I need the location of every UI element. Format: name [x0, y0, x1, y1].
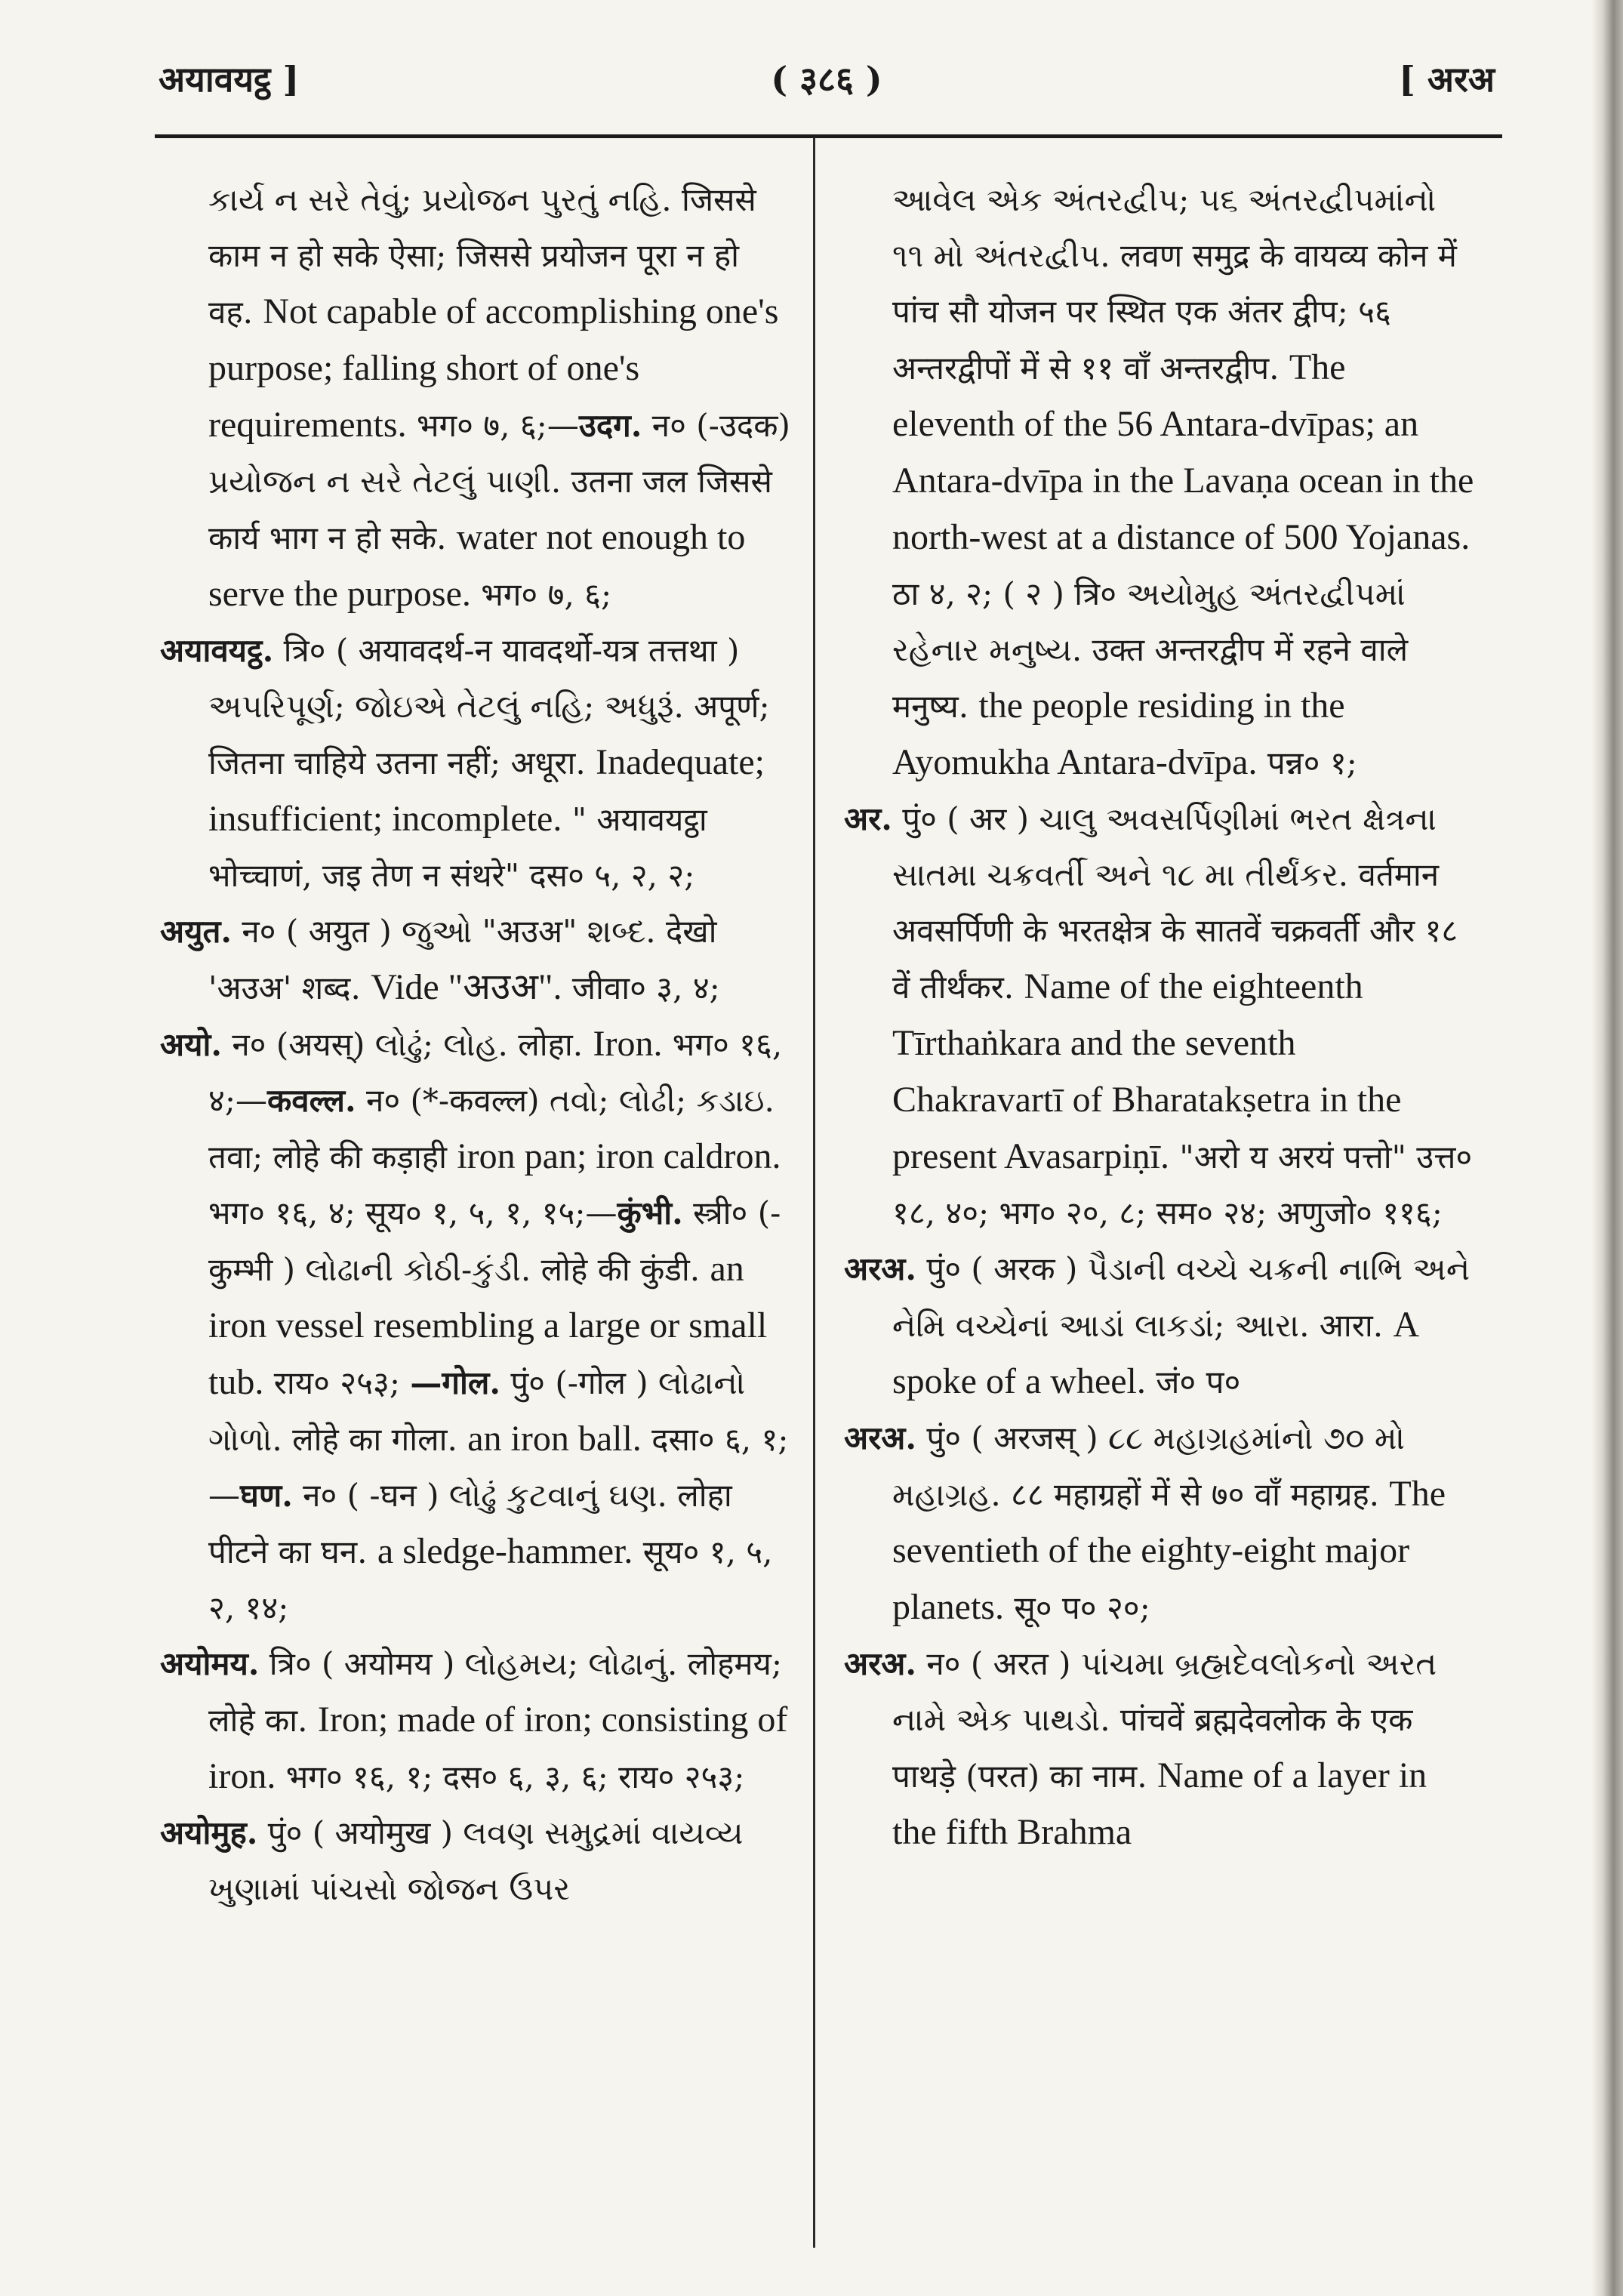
entry-headword: अयावयट्ठ.	[160, 632, 274, 669]
page-header	[159, 42, 1495, 117]
left-column	[160, 172, 790, 1917]
dictionary-entry: अयावयट्ठ. त्रि० ( अयावदर्थ-न यावदर्थो-यत्र तत्तथा ) અપરિપૂર્ણ; જોઇએ તેટલું નહિ; અધુરૂં. अपूर्ण; जितना चाहिये उतना नहीं; अधूरा. Inadequate; insufficient; incomplete. " अयावयट्ठा भोच्चाणं, जइ तेण न संथरे" दस० ५, २, २;	[160, 632, 770, 894]
entry-headword: अयुत.	[160, 913, 233, 950]
dictionary-entry: अरअ. पुं० ( अरजस् ) ૮૮ મહાગ્રહમાંનો ૭૦ મો મહાગ્રહ. ८८ महाग्रहों में से ७० वाँ महाग्रह. The seventieth of the eighty-eight major planets. सू० प० २०;	[844, 1419, 1446, 1627]
page-binding-edge	[1591, 0, 1623, 2296]
header-last-word: [ अरअ	[1399, 59, 1495, 100]
dictionary-entry: अयोमय. त्रि० ( अयोमय ) લોહમય; લોઢાનું. लोहमय; लोहे का. Iron; made of iron; consisting of iron. भग० १६, १; दस० ६, ३, ६; राय० २५३;	[160, 1645, 788, 1796]
header-first-word: अयावयट्ठ ]	[159, 59, 300, 100]
dictionary-entry: अयो. न० (अयस्) લોઢું; લોહ. लोहा. Iron. भग० १६, ४;—कवल्ल. न० (*-कवल्ल) તવો; લોઢી; કડાઇ. तवा; लोहे की कड़ाही iron pan; iron caldron. भग० १६, ४; सूय० १, ५, १, १५;—कुंभी. स्त्री० (-कुम्भी ) લોઢાની કોઠી-કુંડી. लोहे की कुंडी. an iron vessel resembling a large or small tub. राय० २५३; —गोल. पुं० (-गोल ) લોઢાનો ગોળો. लोहे का गोला. an iron ball. दसा० ६, १; —घण. न० ( -घन ) લોઢું કુટવાનું ઘણ. लोहा पीटने का घन. a sledge-hammer. सूय० १, ५, २, १४;	[160, 1024, 789, 1626]
dictionary-entry: अयुत. न० ( अयुत ) જુઓ "अउअ" શબ્દ. देखो 'अउअ' शब्द. Vide "अउअ". जीवा० ३, ४;	[160, 913, 720, 1007]
dictionary-entry-continued: આવેલ એક અંતરદ્વીપ; ૫૬ અંતરદ્વીપમાંનો ૧૧ મો અંતરદ્વીપ. लवण समुद्र के वायव्य कोन में पांच सौ योजन पर स्थित एक अंतर द्वीप; ५६ अन्तरद्वीपों में से ११ वाँ अन्तरद्वीप. The eleventh of the 56 Antara-dvīpas; an Antara-dvīpa in the Lavaṇa ocean in the north-west at a distance of 500 Yojanas. ठा ४, २; ( २ ) त्रि० અયોમુહ અંતરદ્વીપમાં રહેનાર મનુષ્ય. उक्त अन्तरद्वीप में रहने वाले मनुष्य. the people residing in the Ayomukha Antara-dvīpa. पन्न० १;	[892, 181, 1474, 782]
dictionary-entry: अयोमुह. पुं० ( अयोमुख ) લવણ સમુદ્રમાં વાયવ્ય ખુણામાં પાંચસો જોજન ઉપર	[160, 1814, 744, 1907]
dictionary-entry: अरअ. न० ( अरत ) પાંચમા બ્રહ્મદેવલોકનો અરત નામે એક પાથડો. पांचवें ब्रह्मदेवलोक के एक पाथड़े (परत) का नाम. Name of a layer in the fifth Brahma	[844, 1645, 1437, 1852]
dictionary-entry: अरअ. पुं० ( अरक ) પૈડાની વચ્ચે ચક્રની નાભિ અને નેમિ વચ્ચેનાં આડાં લાકડાં; આરા. आरा. A spoke of a wheel. जं० प०	[844, 1250, 1471, 1401]
entry-headword: अरअ.	[844, 1250, 916, 1287]
dictionary-entry-continued: કાર્ય ન સરે તેવું; પ્રયોજન પુરતું નહિ. जिससे काम न हो सके ऐसा; जिससे प्रयोजन पूरा न हो वह. Not capable of accomplishing one's purpose; falling short of one's requirements. भग० ७, ६;—उदग. न० (-उदक) પ્રયોજન ન સરે તેટલું પાણી. उतना जल जिससे कार्य भाग न हो सके. water not enough to serve the purpose. भग० ७, ६;	[208, 181, 790, 614]
entry-headword: अयोमय.	[160, 1645, 260, 1682]
dictionary-entry: अर. पुं० ( अर ) ચાલુ અવસર્પિણીમાં ભરત ક્ષેત્રના સાતમા ચક્રવર્તી અને ૧૮ મા તીર્થંકર. वर्तमान अवसर्पिणी के भरतक्षेत्र के सातवें चक्रवर्ती और १८ वें तीर्थंकर. Name of the eighteenth Tīrthaṅkara and the seventh Chakravartī of Bharatakṣetra in the present Avasarpiṇī. "अरो य अरयं पत्तो" उत्त० १८, ४०; भग० २०, ८; सम० २४; अणुजो० ११६;	[844, 800, 1473, 1231]
entry-headword: अयो.	[160, 1026, 222, 1063]
entry-headword: अर.	[844, 800, 892, 837]
entry-headword: अरअ.	[844, 1419, 916, 1456]
entry-headword: अयोमुह.	[160, 1814, 258, 1851]
entry-headword: अरअ.	[844, 1645, 916, 1682]
right-column	[844, 172, 1474, 1861]
page-number: ( ३८६ )	[771, 59, 882, 100]
header-rule	[155, 134, 1502, 138]
column-separator	[813, 137, 815, 2248]
